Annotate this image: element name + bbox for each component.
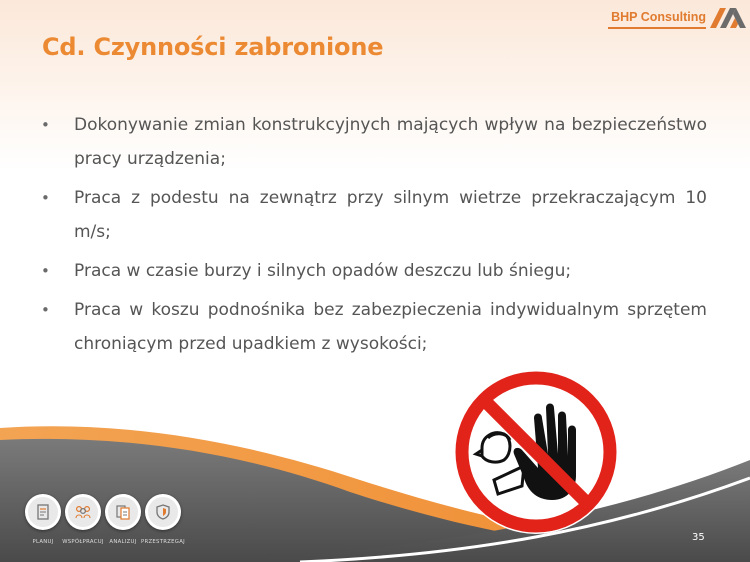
papers-icon [115, 504, 131, 520]
page-number: 35 [692, 532, 705, 543]
bullet-text: Praca w koszu podnośnika bez zabezpieczenia indywidualnym sprzętem chroniącym przed upadkiem z wysokości; [74, 300, 707, 354]
bullet-marker: • [41, 116, 50, 134]
brand-underline [608, 27, 706, 29]
footer-label-przestrzegaj: PRZESTRZEGAJ [141, 539, 185, 545]
brand-name: BHP Consulting [611, 10, 706, 24]
brand-mark-icon [706, 4, 746, 30]
people-icon [74, 505, 92, 519]
no-entry-hand-icon [452, 368, 620, 536]
bullet-marker: • [41, 301, 50, 319]
bullet-item [40, 293, 707, 361]
footer-label-planuj: PLANUJ [32, 539, 54, 545]
bullet-marker: • [41, 189, 50, 207]
footer-label-analizuj: ANALIZUJ [109, 539, 137, 545]
bullet-item [40, 108, 707, 176]
bullet-marker: • [41, 262, 50, 280]
footer-item-przestrzegaj [145, 494, 181, 530]
document-icon [35, 504, 51, 520]
bullet-item [40, 254, 707, 288]
brand-logo [586, 4, 746, 30]
slide-title: Cd. Czynności zabronione [42, 33, 384, 61]
footer-label-wspolpracuj: WSPÓŁPRACUJ [62, 539, 104, 545]
footer-item-planuj [25, 494, 61, 530]
bullet-text: Praca z podestu na zewnątrz przy silnym wietrze przekraczającym 10 m/s; [74, 188, 707, 242]
footer-item-analizuj [105, 494, 141, 530]
bullet-list [40, 108, 707, 366]
footer-wave-decoration [0, 400, 750, 562]
bullet-text: Praca w czasie burzy i silnych opadów deszczu lub śniegu; [74, 261, 572, 281]
shield-icon [156, 504, 170, 520]
bullet-text: Dokonywanie zmian konstrukcyjnych mających wpływ na bezpieczeństwo pracy urządzenia; [74, 115, 707, 169]
footer-item-wspolpracuj [65, 494, 101, 530]
bullet-item [40, 181, 707, 249]
